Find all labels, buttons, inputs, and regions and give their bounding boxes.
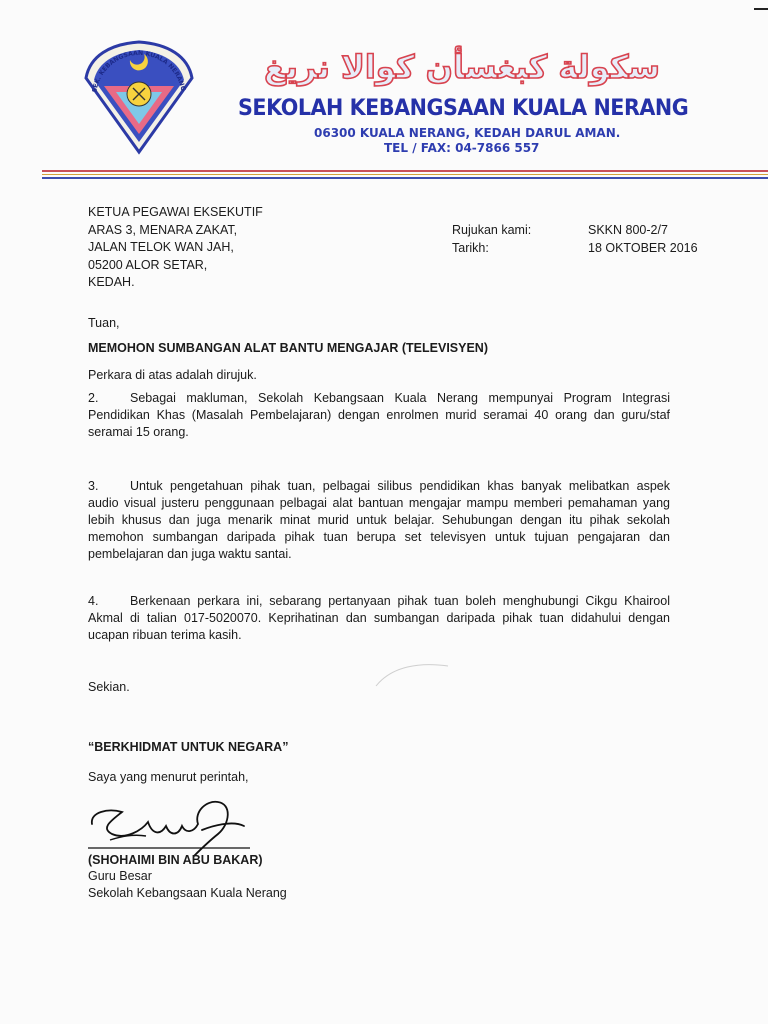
- reference-label: Rujukan kami:: [452, 223, 532, 237]
- paragraph-line: Pendidikan Khas (Masalah Pembelajaran) dengan enrolmen murid seramai 40 orang dan guru/staf: [88, 408, 670, 422]
- motto: “BERKHIDMAT UNTUK NEGARA”: [88, 740, 289, 754]
- handwritten-signature: [82, 790, 282, 860]
- crest-ring-text: SEK. KEBANGSAAN KUALA NERANG: [91, 49, 187, 93]
- paragraph-2: [88, 390, 670, 441]
- faint-pencil-mark: [372, 660, 452, 690]
- school-address: 06300 KUALA NERANG, KEDAH DARUL AMAN.: [314, 126, 621, 140]
- paragraph-text: Berkenaan perkara ini, sebarang pertanyaan pihak tuan boleh menghubungi Cikgu Khairool: [130, 594, 670, 608]
- letterhead-rule-red: [42, 170, 768, 172]
- svg-text:سكولة كبغسأن كوالا نريغ: سكولة كبغسأن كوالا نريغ: [264, 48, 660, 86]
- paragraph-line: audio visual justeru penggunaan pelbagai alat bantuan mengajar mampu memberi pemahaman yang: [88, 496, 670, 510]
- paragraph-text: Untuk pengetahuan pihak tuan, pelbagai silibus pendidikan khas banyak melibatkan aspek: [130, 479, 670, 493]
- scan-edge-mark: [754, 8, 768, 10]
- letterhead-rule-gold: [42, 174, 768, 175]
- paragraph-line: seramai 15 orang.: [88, 425, 189, 439]
- paragraph-line: ucapan ribuan terima kasih.: [88, 628, 242, 642]
- closing-text: Sekian.: [88, 680, 130, 694]
- recipient-line: ARAS 3, MENARA ZAKAT,: [88, 222, 238, 237]
- paragraph-number: 3.: [88, 479, 99, 493]
- paragraph-text: Sebagai makluman, Sekolah Kebangsaan Kuala Nerang mempunyai Program Integrasi: [130, 391, 670, 405]
- letter-subject: MEMOHON SUMBANGAN ALAT BANTU MENGAJAR (TELEVISYEN): [88, 341, 488, 355]
- paragraph-1: Perkara di atas adalah dirujuk.: [88, 368, 257, 382]
- school-name-heading: SEKOLAH KEBANGSAAN KUALA NERANG: [238, 96, 689, 121]
- paragraph-number: 4.: [88, 594, 99, 608]
- letter-date: 18 OKTOBER 2016: [588, 241, 698, 255]
- paragraph-line: pembelajaran dan juga waktu santai.: [88, 547, 292, 561]
- reference-number: SKKN 800-2/7: [588, 223, 668, 237]
- recipient-line: 05200 ALOR SETAR,: [88, 257, 208, 272]
- recipient-line: KEDAH.: [88, 275, 135, 289]
- school-tel-fax: TEL / FAX: 04-7866 557: [384, 141, 540, 155]
- sign-off: Saya yang menurut perintah,: [88, 770, 249, 784]
- paragraph-4: [88, 593, 670, 644]
- signatory-name: (SHOHAIMI BIN ABU BAKAR): [88, 853, 263, 867]
- letterhead-rule-blue: [42, 177, 768, 179]
- paragraph-line: [88, 593, 670, 610]
- signatory-organization: Sekolah Kebangsaan Kuala Nerang: [88, 886, 287, 900]
- paragraph-3: [88, 478, 670, 563]
- recipient-line: JALAN TELOK WAN JAH,: [88, 240, 234, 254]
- salutation: Tuan,: [88, 316, 120, 330]
- date-label: Tarikh:: [452, 241, 489, 255]
- paragraph-line: [88, 478, 670, 495]
- recipient-line: KETUA PEGAWAI EKSEKUTIF: [88, 205, 263, 219]
- signatory-title: Guru Besar: [88, 869, 152, 883]
- paragraph-line: [88, 390, 670, 407]
- paragraph-line: Akmal di talian 017-5020070. Keprihatinan dan sumbangan daripada pihak tuan didahului dengan: [88, 611, 670, 625]
- school-crest-logo: [80, 38, 198, 156]
- paragraph-line: memohon sumbangan daripada pihak tuan berupa set televisyen untuk tujuan pengajaran dan: [88, 530, 670, 544]
- jawi-school-name: [262, 40, 662, 96]
- paragraph-number: 2.: [88, 391, 99, 405]
- paragraph-line: lebih khusus dan juga menarik minat murid untuk belajar. Sehubungan dengan itu pihak sekolah: [88, 513, 670, 527]
- recipient-address-block: [88, 204, 263, 292]
